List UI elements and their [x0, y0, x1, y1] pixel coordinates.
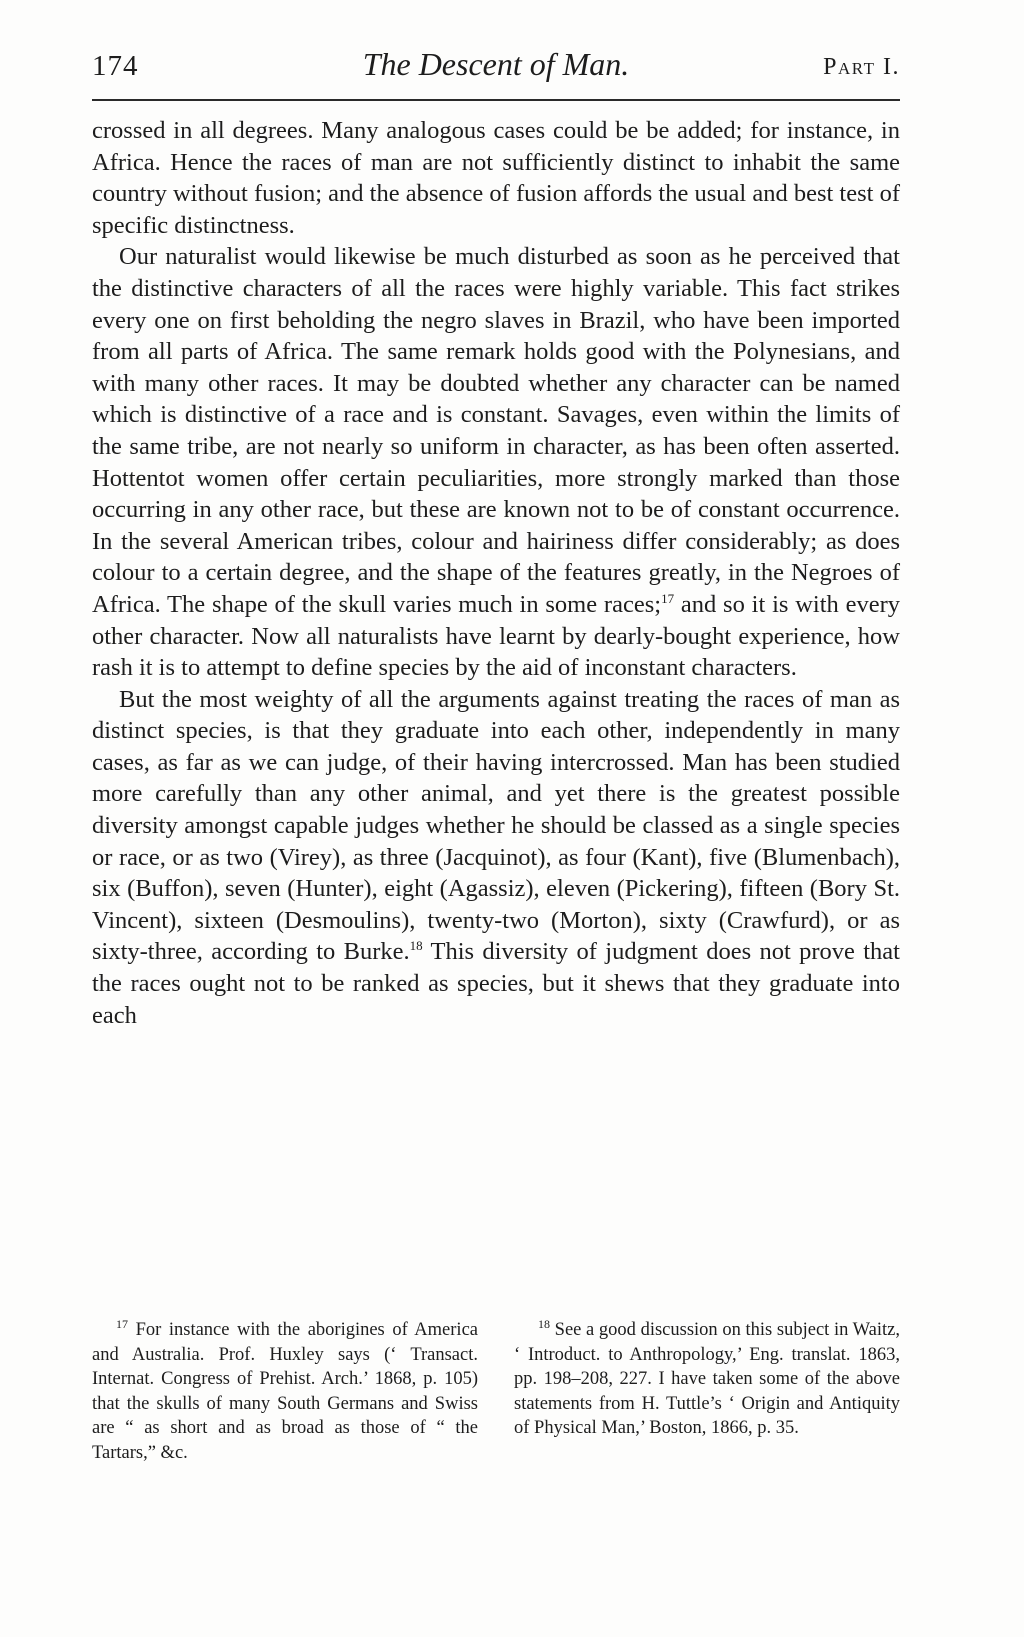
paragraph-2-text-a: Our naturalist would likewise be much disturbed as soon as he perceived that the distinctive characters of all the races were highly variable. This fact strikes every one on first beholding the negro slaves in Brazil, who have been imported from all parts of Africa. The same remark holds good with the Polynesians, and with many other races. It may be doubted whether any character can be named which is distinctive of a race and is constant. Savages, even within the limits of the same tribe, are not nearly so uniform in character, as has been often asserted. Hottentot women offer certain peculiarities, more strongly marked than those occurring in any other race, but these are known not to be of constant occurrence. In the several American tribes, colour and hairiness differ considerably; as does colour to a certain degree, and the shape of the features greatly, in the Negroes of Africa. The shape of the skull varies much in some races;	[92, 243, 900, 618]
page-header	[92, 46, 900, 86]
paragraph-3-text-b: This diversity of judgment does not prove that the races ought not to be ranked as species, but it shews that they graduate into each	[92, 938, 900, 1029]
footnote-17	[92, 1318, 478, 1466]
footnote-18-marker: 18	[538, 1316, 550, 1331]
paragraph-3	[92, 684, 900, 1032]
paragraph-2-text-b: and so it is with every other character. Now all naturalists have learnt by dearly-bought experience, how rash it is to attempt to define species by the aid of inconstant characters.	[92, 590, 901, 682]
body-text	[92, 115, 900, 1031]
header-rule	[92, 99, 900, 101]
footnote-ref-17: 17	[661, 590, 675, 606]
footnote-17-text: For instance with the aborigines of America and Australia. Prof. Huxley says (‘ Transact. Internat. Congress of Prehist. Arch.’ 1868, p. 105) that the skulls of many South Germans and Swiss are “ as short and as broad as those of “ the Tartars,” &c.	[92, 1320, 478, 1463]
part-label: Part I.	[823, 54, 900, 80]
running-title: The Descent of Man.	[362, 46, 630, 82]
footnote-ref-18: 18	[409, 938, 423, 954]
footnotes	[92, 1318, 900, 1466]
paragraph-2	[92, 241, 900, 683]
page-number: 174	[92, 50, 139, 82]
paragraph-1: crossed in all degrees. Many analogous cases could be be added; for instance, in Africa. Hence the races of man are not sufficiently distinct to inhabit the same country without fusion; and the absence of fusion affords the usual and best test of specific distinctness.	[92, 117, 900, 239]
paragraph-3-text-a: But the most weighty of all the arguments against treating the races of man as distinct species, is that they graduate into each other, independently in many cases, as far as we can judge, of their having intercrossed. Man has been studied more carefully than any other animal, and yet there is the greatest possible diversity amongst capable judges whether he should be classed as a single species or race, or as two (Virey), as three (Jacquinot), as four (Kant), five (Blumenbach), six (Buffon), seven (Hunter), eight (Agassiz), eleven (Pickering), fifteen (Bory St. Vincent), sixteen (Desmoulins), twenty-two (Morton), sixty (Crawfurd), or as sixty-three, according to Burke.	[92, 685, 900, 966]
footnote-17-marker: 17	[116, 1316, 128, 1331]
footnote-18	[514, 1318, 900, 1466]
footnote-18-text: See a good discussion on this subject in Waitz, ‘ Introduct. to Anthropology,’ Eng. translat. 1863, pp. 198–208, 227. I have taken some of the above statements from H. Tuttle’s ‘ Origin and Antiquity of Physical Man,’ Boston, 1866, p. 35.	[514, 1320, 900, 1439]
